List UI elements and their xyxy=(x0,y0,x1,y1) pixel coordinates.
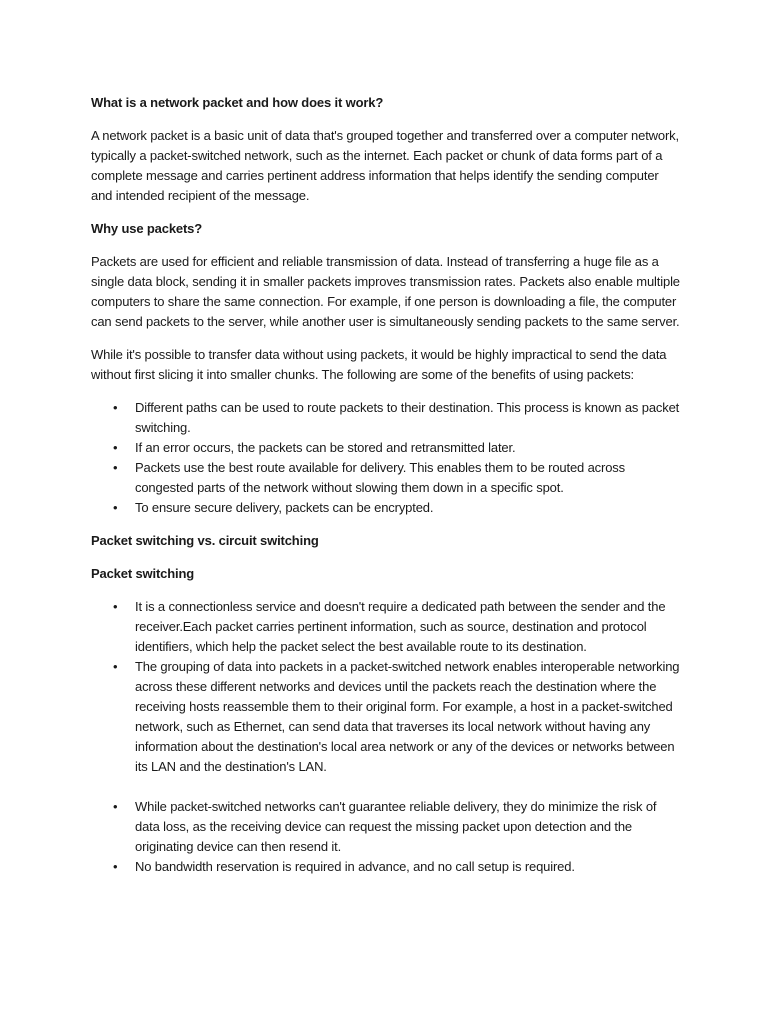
document-title: What is a network packet and how does it work? xyxy=(91,95,384,110)
bullet-icon: • xyxy=(113,400,118,415)
bullet-icon: • xyxy=(113,599,118,614)
why-paragraph-1: Packets are used for efficient and reliable transmission of data. Instead of transferring a huge file as a single data block, sending it in smaller packets improves transmission rates. Packets also enable multiple computers to share the same connection. For example, if one person is downloading a file, the computer can send packets to the server, while another user is simultaneously sending packets to the same server. xyxy=(91,254,680,329)
list-item: • While packet-switched networks can't guarantee reliable delivery, they do minimize the risk of data loss, as the receiving device can request the missing packet upon detection and the originating device can then resend it. xyxy=(113,799,657,854)
list-item: • Packets use the best route available for delivery. This enables them to be routed across congested parts of the network without slowing them down in a specific spot. xyxy=(113,460,625,495)
list-item: • It is a connectionless service and doesn't require a dedicated path between the sender and the receiver.Each packet carries pertinent information, such as source, destination and protocol identifiers, which help the packet select the best available route to its destination. xyxy=(113,599,666,654)
list-item: • No bandwidth reservation is required in advance, and no call setup is required. xyxy=(91,857,681,877)
packet-switching-list-a xyxy=(91,597,681,777)
list-item: • If an error occurs, the packets can be stored and retransmitted later. xyxy=(91,438,681,458)
bullet-icon: • xyxy=(113,440,118,455)
list-spacer xyxy=(91,777,681,797)
bullet-icon: • xyxy=(113,859,118,874)
bullet-icon: • xyxy=(113,659,118,674)
packet-switching-list-b xyxy=(91,797,681,877)
list-item: • Different paths can be used to route packets to their destination. This process is known as packet switching. xyxy=(113,400,680,435)
packet-switching-heading: Packet switching xyxy=(91,566,195,581)
bullet-icon: • xyxy=(113,500,118,515)
list-item: • The grouping of data into packets in a packet-switched network enables interoperable networking across these different networks and devices until the packets reach the destination where the receiving hosts reassemble them to their original form. For example, a host in a packet-switched network, such as Ethernet, can send data that traverses its local network without having any information about the destination's local area network or any of the devices or networks between its LAN and the destination's LAN. xyxy=(113,659,680,774)
list-item: • To ensure secure delivery, packets can be encrypted. xyxy=(91,498,681,518)
bullet-icon: • xyxy=(113,460,118,475)
document-page xyxy=(91,93,681,890)
why-paragraph-2: While it's possible to transfer data without using packets, it would be highly impractical to send the data without first slicing it into smaller chunks. The following are some of the benefits of using packets: xyxy=(91,347,667,382)
bullet-icon: • xyxy=(113,799,118,814)
why-use-packets-heading: Why use packets? xyxy=(91,221,203,236)
benefits-list xyxy=(91,398,681,518)
intro-paragraph: A network packet is a basic unit of data that's grouped together and transferred over a computer network, typically a packet-switched network, such as the internet. Each packet or chunk of data forms part of a complete message and carries pertinent address information that helps identify the sending computer and intended recipient of the message. xyxy=(91,128,679,203)
comparison-heading: Packet switching vs. circuit switching xyxy=(91,533,319,548)
